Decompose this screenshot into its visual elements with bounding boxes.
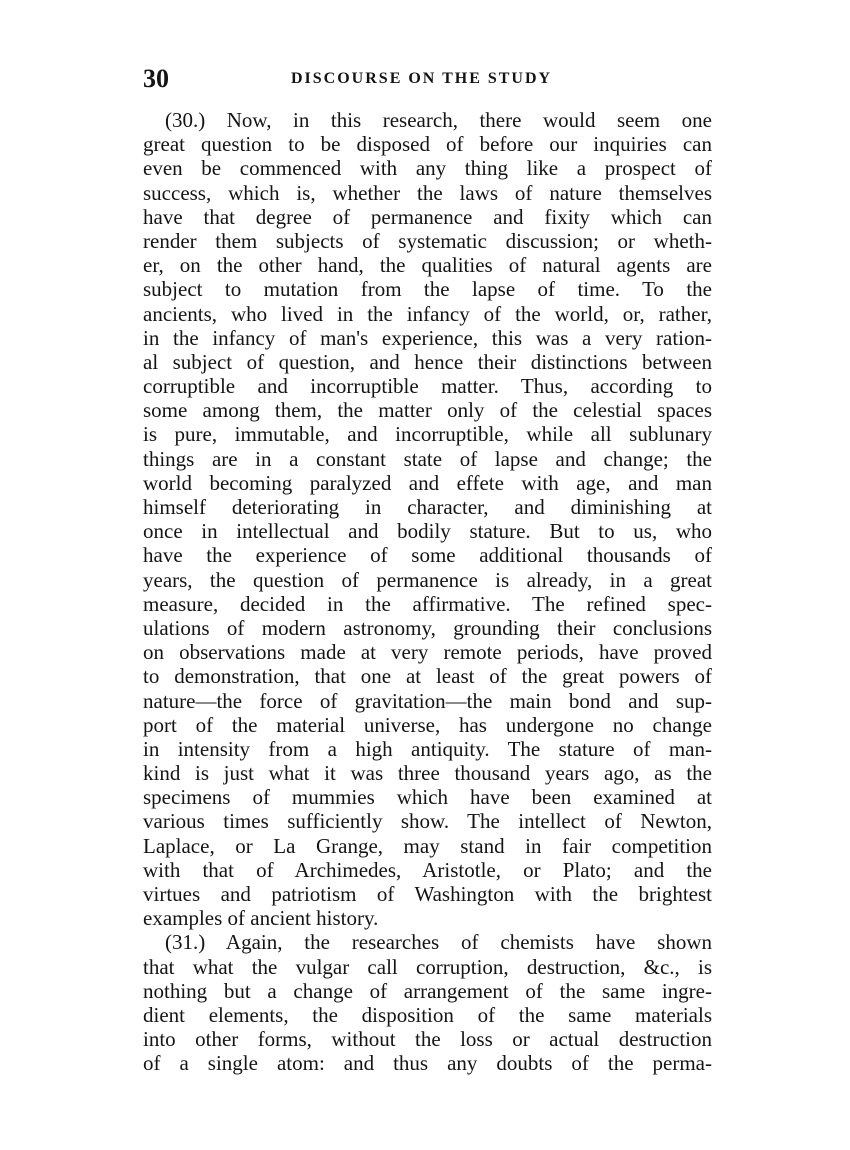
text-line: nature—the force of gravitation—the main bond and sup- xyxy=(143,688,712,713)
text-line: in the infancy of man's experience, this was a very ration- xyxy=(143,325,712,350)
text-line: ancients, who lived in the infancy of the world, or, rather, xyxy=(143,301,712,326)
text-line: even be commenced with any thing like a prospect of xyxy=(143,156,712,181)
page-number: 30 xyxy=(143,64,169,93)
text-line: with that of Archimedes, Aristotle, or Plato; and the xyxy=(143,857,712,882)
text-line: have that degree of permanence and fixity which can xyxy=(143,204,712,229)
text-line: al subject of question, and hence their distinctions between xyxy=(143,349,712,374)
text-line: er, on the other hand, the qualities of natural agents are xyxy=(143,253,712,278)
text-line: render them subjects of systematic discussion; or wheth- xyxy=(143,228,712,253)
text-line: years, the question of permanence is already, in a great xyxy=(143,567,712,592)
text-line: subject to mutation from the lapse of time. To the xyxy=(143,277,712,302)
body-text xyxy=(143,108,712,1076)
text-line: of a single atom: and thus any doubts of the perma- xyxy=(143,1051,712,1076)
text-line: examples of ancient history. xyxy=(143,906,379,931)
text-line: into other forms, without the loss or actual destruction xyxy=(143,1027,712,1052)
text-line: (30.) Now, in this research, there would seem one xyxy=(165,108,712,132)
text-line: nothing but a change of arrangement of the same ingre- xyxy=(143,978,712,1003)
text-line: great question to be disposed of before our inquiries can xyxy=(143,132,712,157)
text-line: measure, decided in the affirmative. The refined spec- xyxy=(143,591,712,616)
text-line: Laplace, or La Grange, may stand in fair competition xyxy=(143,833,712,858)
text-line: ulations of modern astronomy, grounding their conclusions xyxy=(143,615,712,640)
text-line: himself deteriorating in character, and diminishing at xyxy=(143,495,712,519)
text-line: (31.) Again, the researches of chemists have shown xyxy=(165,930,712,955)
text-line: port of the material universe, has undergone no change xyxy=(143,712,712,737)
text-line: kind is just what it was three thousand years ago, as the xyxy=(143,761,712,786)
text-line: some among them, the matter only of the celestial spaces xyxy=(143,398,712,423)
text-line: in intensity from a high antiquity. The stature of man- xyxy=(143,736,712,761)
text-line: virtues and patriotism of Washington with the brightest xyxy=(143,882,712,906)
running-head: DISCOURSE ON THE STUDY xyxy=(291,70,553,87)
text-line: various times sufficiently show. The intellect of Newton, xyxy=(143,809,712,834)
text-line: to demonstration, that one at least of the great powers of xyxy=(143,664,712,689)
text-line: once in intellectual and bodily stature. But to us, who xyxy=(143,519,712,544)
text-line: is pure, immutable, and incorruptible, while all sublunary xyxy=(143,422,712,447)
text-line: that what the vulgar call corruption, destruction, &c., is xyxy=(143,954,712,979)
page-header xyxy=(143,64,713,94)
text-line: things are in a constant state of lapse and change; the xyxy=(143,446,712,471)
text-line: world becoming paralyzed and effete with age, and man xyxy=(143,470,712,495)
text-line: specimens of mummies which have been examined at xyxy=(143,785,712,810)
text-line: on observations made at very remote periods, have proved xyxy=(143,640,712,665)
text-line: dient elements, the disposition of the same materials xyxy=(143,1002,712,1027)
text-line: corruptible and incorruptible matter. Thus, according to xyxy=(143,374,712,399)
text-line: have the experience of some additional thousands of xyxy=(143,543,712,568)
text-line: success, which is, whether the laws of nature themselves xyxy=(143,180,712,205)
